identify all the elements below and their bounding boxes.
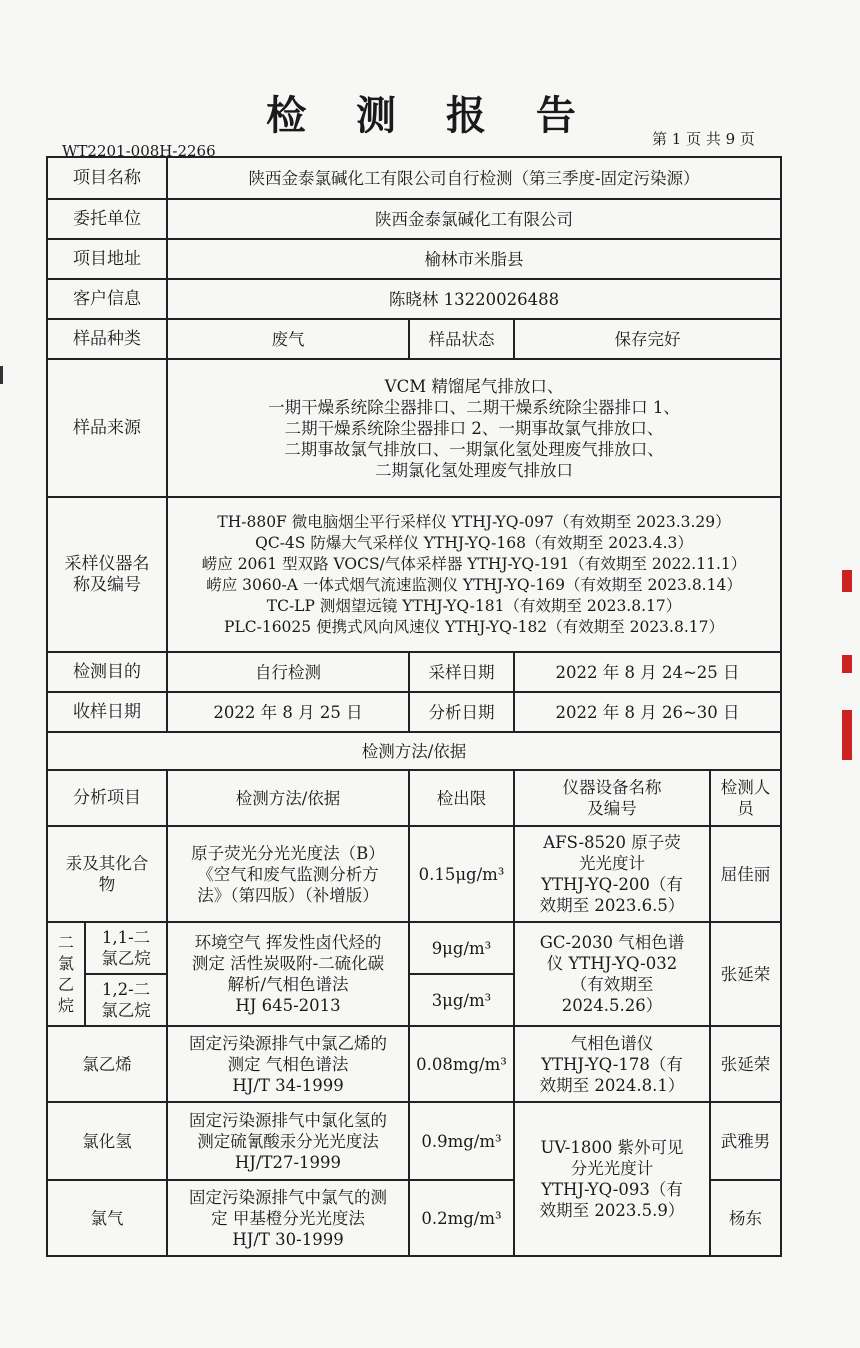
- limit-vinyl-chloride: 0.08mg/m³: [409, 1026, 514, 1102]
- item-line: 1,1-二: [101, 928, 151, 947]
- method-line: 定 甲基橙分光光度法: [211, 1208, 365, 1228]
- client-name: 陕西金泰氯碱化工有限公司: [167, 199, 781, 239]
- instrument-line: 仪 YTHJ-YQ-032: [546, 954, 678, 973]
- item-hcl: 氯化氢: [47, 1102, 167, 1180]
- header-instrument: [514, 770, 710, 826]
- instrument-line: YTHJ-YQ-093（有: [541, 1180, 683, 1199]
- seal-edge-mark: [842, 710, 852, 760]
- item-line: 氯乙烷: [101, 1001, 151, 1020]
- binding-mark: [0, 366, 3, 384]
- customer-label: 客户信息: [47, 279, 167, 319]
- method-vinyl-chloride: [167, 1026, 409, 1102]
- label-line: 称及编号: [73, 574, 141, 595]
- instrument-line: 分光光度计: [570, 1159, 654, 1178]
- instrument-line: 崂应 3060-A 一体式烟气流速监测仪 YTHJ-YQ-169（有效期至 2023.8.14）: [206, 575, 742, 594]
- item-12-dichloroethane: [85, 974, 167, 1026]
- person-hcl: 武雅男: [710, 1102, 781, 1180]
- person-vinyl-chloride: 张延荣: [710, 1026, 781, 1102]
- instrument-line: TC-LP 测烟望远镜 YTHJ-YQ-181（有效期至 2023.8.17）: [266, 596, 682, 615]
- address-label: 项目地址: [47, 239, 167, 279]
- group-char: 烷: [57, 996, 74, 1015]
- instrument-line: QC-4S 防爆大气采样仪 YTHJ-YQ-168（有效期至 2023.4.3）: [255, 533, 693, 552]
- header-line: 及编号: [587, 799, 637, 818]
- group-char: 二: [57, 933, 74, 952]
- instrument-mercury: [514, 826, 710, 922]
- sampling-date: 2022 年 8 月 24~25 日: [514, 652, 781, 692]
- item-chlorine: 氯气: [47, 1180, 167, 1256]
- method-line: 测定硫氰酸汞分光光度法: [197, 1131, 379, 1151]
- analysis-date-label: 分析日期: [409, 692, 514, 732]
- instrument-line: （有效期至: [570, 975, 654, 994]
- limit-mercury: 0.15μg/m³: [409, 826, 514, 922]
- method-line: 解析/气相色谱法: [227, 975, 349, 994]
- method-line: 测定 气相色谱法: [227, 1054, 349, 1074]
- instrument-line: YTHJ-YQ-200（有: [541, 875, 683, 894]
- label-line: 采样仪器名: [64, 553, 150, 574]
- page-number: 第 1 页 共 9 页: [652, 130, 755, 148]
- group-char: 乙: [57, 975, 74, 994]
- sample-source: [167, 359, 781, 497]
- report-number: WT2201-008H-2266: [62, 142, 216, 160]
- sample-type-label: 样品种类: [47, 319, 167, 359]
- header-item: 分析项目: [47, 770, 167, 826]
- method-line: HJ/T 30-1999: [232, 1229, 344, 1249]
- method-dichloroethane: [167, 922, 409, 1026]
- instrument-line: UV-1800 紫外可见: [540, 1138, 684, 1157]
- source-line: 二期干燥系统除尘器排口 2、一期事故氯气排放口、: [284, 418, 664, 438]
- instrument-line: GC-2030 气相色谱: [539, 933, 685, 952]
- group-char: 氯: [57, 954, 74, 973]
- instrument-line: 效期至 2023.6.5）: [539, 896, 685, 915]
- instrument-line: 效期至 2023.5.9）: [539, 1201, 685, 1220]
- source-line: VCM 精馏尾气排放口、: [384, 376, 564, 396]
- person-mercury: 屈佳丽: [710, 826, 781, 922]
- person-dichloroethane: 张延荣: [710, 922, 781, 1026]
- source-line: 二期事故氯气排放口、一期氯化氢处理废气排放口、: [284, 439, 664, 459]
- header-method: 检测方法/依据: [167, 770, 409, 826]
- item-11-dichloroethane: [85, 922, 167, 974]
- instruments-label: [47, 497, 167, 652]
- instrument-line: YTHJ-YQ-178（有: [541, 1054, 683, 1074]
- method-line: HJ 645-2013: [235, 996, 341, 1015]
- limit-12-dichloroethane: 3μg/m³: [409, 974, 514, 1026]
- purpose: 自行检测: [167, 652, 409, 692]
- client-label: 委托单位: [47, 199, 167, 239]
- method-line: HJ/T27-1999: [234, 1152, 342, 1172]
- limit-hcl: 0.9mg/m³: [409, 1102, 514, 1180]
- source-line: 一期干燥系统除尘器排口、二期干燥系统除尘器排口 1、: [268, 397, 680, 417]
- sampling-date-label: 采样日期: [409, 652, 514, 692]
- method-line: 固定污染源排气中氯气的测: [189, 1187, 387, 1207]
- method-line: 测定 活性炭吸附-二硫化碳: [191, 954, 385, 973]
- instrument-line: PLC-16025 便携式风向风速仪 YTHJ-YQ-182（有效期至 2023.8.17）: [224, 617, 724, 636]
- report-title: 检 测 报 告: [266, 92, 594, 139]
- instrument-line: 效期至 2024.8.1）: [539, 1075, 685, 1095]
- method-mercury: [167, 826, 409, 922]
- item-dichloroethane-group: [47, 922, 85, 1026]
- sample-state-label: 样品状态: [409, 319, 514, 359]
- method-line: 环境空气 挥发性卤代烃的: [194, 933, 382, 952]
- instrument-line: AFS-8520 原子荧: [543, 833, 681, 852]
- sample-source-label: 样品来源: [47, 359, 167, 497]
- seal-edge-mark: [842, 570, 852, 592]
- report-table: [46, 156, 782, 1257]
- receive-date-label: 收样日期: [47, 692, 167, 732]
- seal-edge-mark: [842, 655, 852, 673]
- method-line: 固定污染源排气中氯化氢的: [189, 1110, 387, 1130]
- item-vinyl-chloride: 氯乙烯: [47, 1026, 167, 1102]
- customer-info: 陈晓林 13220026488: [167, 279, 781, 319]
- instrument-line: 气相色谱仪: [570, 1033, 654, 1053]
- instrument-line: 光光度计: [579, 854, 645, 873]
- sampling-instruments: [167, 497, 781, 652]
- analysis-date: 2022 年 8 月 26~30 日: [514, 692, 781, 732]
- item-line: 氯乙烷: [101, 949, 151, 968]
- item-line: 物: [98, 875, 116, 894]
- instrument-uv: [514, 1102, 710, 1256]
- header-line: 仪器设备名称: [562, 778, 662, 797]
- purpose-label: 检测目的: [47, 652, 167, 692]
- limit-chlorine: 0.2mg/m³: [409, 1180, 514, 1256]
- sample-state: 保存完好: [514, 319, 781, 359]
- method-chlorine: [167, 1180, 409, 1256]
- method-line: 法》（第四版）（补增版）: [197, 885, 379, 905]
- source-line: 二期氯化氢处理废气排放口: [375, 460, 573, 480]
- instrument-dichloroethane: [514, 922, 710, 1026]
- instrument-vinyl-chloride: [514, 1026, 710, 1102]
- sample-type: 废气: [167, 319, 409, 359]
- method-hcl: [167, 1102, 409, 1180]
- method-line: 《空气和废气监测分析方: [197, 864, 379, 884]
- method-line: 原子荧光分光光度法（B）: [191, 843, 385, 863]
- item-line: 1,2-二: [101, 980, 151, 999]
- project-address: 榆林市米脂县: [167, 239, 781, 279]
- method-line: HJ/T 34-1999: [232, 1075, 344, 1095]
- person-chlorine: 杨东: [710, 1180, 781, 1256]
- receive-date: 2022 年 8 月 25 日: [167, 692, 409, 732]
- item-mercury: [47, 826, 167, 922]
- instrument-line: TH-880F 微电脑烟尘平行采样仪 YTHJ-YQ-097（有效期至 2023.3.29）: [217, 512, 731, 531]
- methods-section-title: 检测方法/依据: [47, 732, 781, 770]
- item-line: 汞及其化合: [65, 854, 149, 873]
- method-line: 固定污染源排气中氯乙烯的: [189, 1033, 387, 1053]
- project-name: 陕西金泰氯碱化工有限公司自行检测（第三季度-固定污染源）: [167, 157, 781, 199]
- limit-11-dichloroethane: 9μg/m³: [409, 922, 514, 974]
- instrument-line: 2024.5.26）: [561, 996, 663, 1015]
- header-limit: 检出限: [409, 770, 514, 826]
- header-person: 检测人员: [710, 770, 781, 826]
- project-name-label: 项目名称: [47, 157, 167, 199]
- instrument-line: 崂应 2061 型双路 VOCS/气体采样器 YTHJ-YQ-191（有效期至 2022.11.1）: [201, 554, 747, 573]
